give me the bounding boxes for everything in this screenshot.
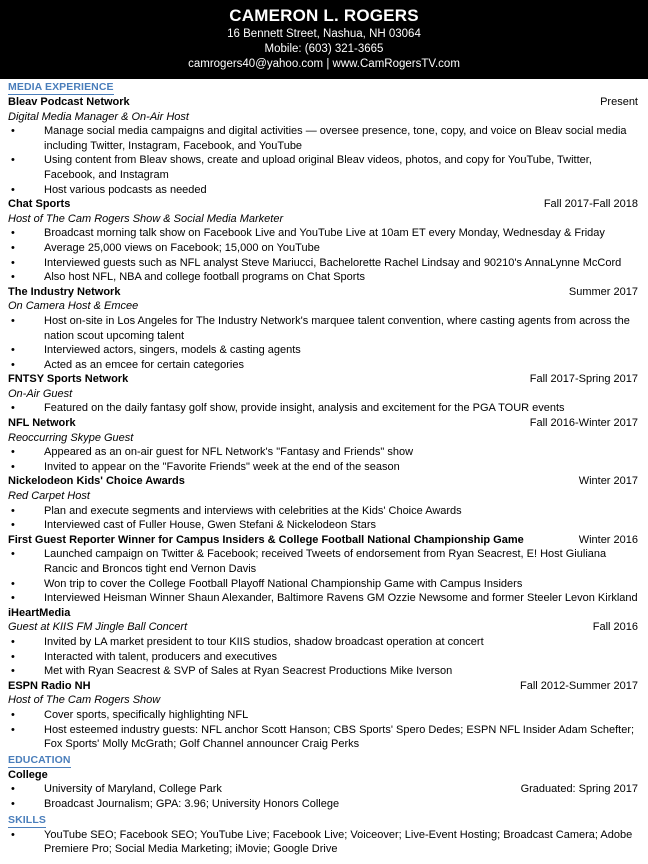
- entry-organization-the-industry-network: The Industry Network: [8, 285, 121, 298]
- section-header-row: [8, 752, 638, 768]
- bullet-dot-icon: •: [11, 256, 15, 269]
- entry-role-title: Red Carpet Host: [8, 490, 90, 503]
- bullet-dot-icon: •: [11, 460, 15, 473]
- entry-heading-row: [8, 416, 638, 431]
- bullet-dot-icon: •: [11, 635, 15, 648]
- section-header-media-experience: MEDIA EXPERIENCE: [8, 81, 114, 93]
- bullet-item: [8, 782, 638, 797]
- entry-date: Winter 2017: [578, 475, 638, 488]
- bullet-item: [8, 314, 638, 343]
- resume-body: [0, 79, 648, 857]
- bullet-text: Invited by LA market president to tour KIIS studios, shadow broadcast operation at concert: [44, 635, 484, 648]
- entry-heading-row: [8, 285, 638, 300]
- bullet-text: Broadcast Journalism; GPA: 3.96; University Honors College: [44, 797, 340, 810]
- entry-organization-fntsy-sports-network: FNTSY Sports Network: [8, 373, 129, 386]
- bullet-text: Appeared as an on-air guest for NFL Network's "Fantasy and Friends" show: [44, 446, 414, 459]
- candidate-name: CAMERON L. ROGERS: [229, 6, 419, 25]
- bullet-item: [8, 635, 638, 650]
- candidate-address: 16 Bennett Street, Nashua, NH 03064: [227, 28, 421, 40]
- bullet-item: [8, 153, 638, 182]
- bullet-item: [8, 591, 638, 606]
- entry-title-row: [8, 620, 638, 635]
- bullet-list: [8, 828, 638, 857]
- bullet-item: [8, 650, 638, 665]
- bullet-item: [8, 241, 638, 256]
- bullet-dot-icon: •: [11, 828, 15, 841]
- entry-organization-nickelodeon-kids-choice-awards: Nickelodeon Kids' Choice Awards: [8, 475, 185, 488]
- bullet-list: [8, 708, 638, 752]
- bullet-item: [8, 445, 638, 460]
- entry-date: Present: [600, 96, 638, 108]
- entry-heading-row: [8, 197, 638, 212]
- bullet-list: [8, 504, 638, 533]
- entry-heading-row: [8, 95, 638, 110]
- bullet-item: [8, 797, 638, 812]
- section-header-row: [8, 79, 638, 95]
- bullet-item: [8, 723, 638, 752]
- bullet-dot-icon: •: [11, 577, 15, 590]
- bullet-text: Launched campaign on Twitter & Facebook; received Tweets of endorsement from Ryan Seacrest, E! Host Giuliana Rancic and Broncos tight end Vernon Davis: [44, 548, 607, 575]
- bullet-dot-icon: •: [11, 592, 15, 605]
- section-header-row: [8, 812, 638, 828]
- entry-role-title: Digital Media Manager & On-Air Host: [8, 110, 189, 123]
- entry-title-row: [8, 110, 638, 125]
- bullet-text: Featured on the daily fantasy golf show, provide insight, analysis and excitement for the PGA TOUR events: [44, 402, 565, 415]
- bullet-item: [8, 708, 638, 723]
- entry-date: Fall 2017-Fall 2018: [543, 198, 638, 211]
- bullet-dot-icon: •: [11, 227, 15, 240]
- bullet-item: [8, 270, 638, 285]
- bullet-dot-icon: •: [11, 314, 15, 327]
- entry-date: Fall 2012-Summer 2017: [519, 679, 638, 692]
- bullet-text: University of Maryland, College Park: [44, 783, 222, 796]
- bullet-text: Interviewed Heisman Winner Shaun Alexander, Baltimore Ravens GM Ozzie Newsome and former Steeler Levon Kirkland: [44, 592, 638, 605]
- entry-heading-row: [8, 533, 638, 548]
- entry-title-row: [8, 299, 638, 314]
- bullet-list: [8, 226, 638, 284]
- candidate-contact: camrogers40@yahoo.com | www.CamRogersTV.com: [188, 58, 460, 70]
- bullet-dot-icon: •: [11, 504, 15, 517]
- bullet-item: [8, 577, 638, 592]
- bullet-item: [8, 183, 638, 198]
- entry-title-row: [8, 489, 638, 504]
- bullet-text: Won trip to cover the College Football Playoff National Championship Game with Campus Insiders: [44, 577, 523, 590]
- entry-organization-college: College: [8, 768, 48, 781]
- bullet-dot-icon: •: [11, 154, 15, 167]
- entry-role-title: On Camera Host & Emcee: [8, 300, 139, 313]
- entry-role-title: Host of The Cam Rogers Show & Social Media Marketer: [8, 212, 284, 225]
- bullet-dot-icon: •: [11, 358, 15, 371]
- bullet-text: Broadcast morning talk show on Facebook Live and YouTube Live at 10am ET every Monday, Wednesday & Friday: [44, 227, 605, 240]
- bullet-item: [8, 518, 638, 533]
- bullet-text: Also host NFL, NBA and college football programs on Chat Sports: [44, 271, 366, 284]
- bullet-text: Host various podcasts as needed: [44, 183, 207, 196]
- entry-date: Fall 2016-Winter 2017: [529, 417, 638, 430]
- bullet-dot-icon: •: [11, 650, 15, 663]
- entry-title-date: Fall 2016: [592, 621, 638, 634]
- entry-title-row: [8, 387, 638, 402]
- bullet-item: [8, 256, 638, 271]
- bullet-item: [8, 547, 638, 576]
- bullet-item: [8, 358, 638, 373]
- entry-title-row: [8, 693, 638, 708]
- bullet-dot-icon: •: [11, 723, 15, 736]
- bullet-item: [8, 226, 638, 241]
- bullet-dot-icon: •: [11, 548, 15, 561]
- bullet-text: Manage social media campaigns and digital activities — oversee presence, tone, copy, and voice on Bleav social media including Twitter, Instagram, Facebook, and YouTube: [44, 125, 627, 152]
- bullet-item: [8, 504, 638, 519]
- bullet-item: [8, 828, 638, 857]
- entry-heading-row: [8, 679, 638, 694]
- entry-heading-row: [8, 372, 638, 387]
- entry-date: Summer 2017: [568, 285, 638, 298]
- entry-role-title: On-Air Guest: [8, 387, 73, 400]
- bullet-text: Host esteemed industry guests: NFL anchor Scott Hanson; CBS Sports' Spero Dedes; ESPN NFL Insider Adam Schefter; Fox Sports' Molly McGrath; Golf Channel announcer Craig Perks: [44, 723, 635, 751]
- bullet-text: Interviewed cast of Fuller House, Gwen Stefani & Nickelodeon Stars: [44, 519, 376, 532]
- entry-role-title: Reoccurring Skype Guest: [8, 431, 134, 444]
- bullet-date: Graduated: Spring 2017: [520, 783, 638, 796]
- bullet-text: Using content from Bleav shows, create and upload original Bleav videos, photos, and copy for YouTube, Twitter, Facebook, and Instagram: [44, 154, 592, 181]
- entry-organization-chat-sports: Chat Sports: [8, 198, 71, 211]
- bullet-text: Acted as an emcee for certain categories: [44, 358, 244, 371]
- bullet-dot-icon: •: [11, 241, 15, 254]
- entry-role-title: Guest at KIIS FM Jingle Ball Concert: [8, 621, 188, 634]
- bullet-dot-icon: •: [11, 797, 15, 810]
- entry-date: Winter 2016: [578, 533, 638, 546]
- bullet-text: Average 25,000 views on Facebook; 15,000 on YouTube: [44, 241, 320, 254]
- bullet-item: [8, 401, 638, 416]
- entry-organization-first-guest-reporter-winner-for-campus-insid: First Guest Reporter Winner for Campus Insiders & College Football National Championship Game: [8, 533, 524, 546]
- section-header-education: EDUCATION: [8, 753, 71, 766]
- bullet-dot-icon: •: [11, 402, 15, 415]
- bullet-item: [8, 460, 638, 475]
- bullet-text: Interviewed guests such as NFL analyst Steve Mariucci, Bachelorette Rachel Lindsay and 90210's AnnaLynne McCord: [44, 256, 622, 269]
- bullet-item: [8, 343, 638, 358]
- bullet-text: Cover sports, specifically highlighting NFL: [44, 708, 249, 721]
- bullet-row-with-date: [44, 782, 638, 797]
- entry-organization-nfl-network: NFL Network: [8, 417, 76, 430]
- bullet-text: Host on-site in Los Angeles for The Industry Network's marquee talent convention, where casting agents from across the nation scout upcoming talent: [44, 314, 630, 342]
- bullet-list: [8, 314, 638, 372]
- entry-date: Fall 2017-Spring 2017: [529, 373, 638, 386]
- bullet-list: [8, 782, 638, 811]
- bullet-item: [8, 664, 638, 679]
- bullet-dot-icon: •: [11, 446, 15, 459]
- entry-heading-row: [8, 606, 638, 621]
- bullet-dot-icon: •: [11, 344, 15, 357]
- bullet-dot-icon: •: [11, 708, 15, 721]
- bullet-list: [8, 445, 638, 474]
- bullet-dot-icon: •: [11, 783, 15, 796]
- entry-role-title: Host of The Cam Rogers Show: [8, 694, 161, 707]
- entry-organization-iheartmedia: iHeartMedia: [8, 606, 71, 619]
- entry-heading-row: [8, 768, 638, 783]
- bullet-text: Met with Ryan Seacrest & SVP of Sales at Ryan Seacrest Productions Mike Iverson: [44, 665, 453, 678]
- bullet-text: Interviewed actors, singers, models & casting agents: [44, 344, 301, 357]
- bullet-text: Plan and execute segments and interviews with celebrities at the Kids' Choice Awards: [44, 504, 462, 517]
- entry-heading-row: [8, 474, 638, 489]
- bullet-dot-icon: •: [11, 125, 15, 138]
- bullet-dot-icon: •: [11, 271, 15, 284]
- bullet-list: [8, 124, 638, 197]
- section-header-skills: SKILLS: [8, 813, 46, 826]
- bullet-item: [8, 124, 638, 153]
- bullet-dot-icon: •: [11, 519, 15, 532]
- resume-header-band: [0, 0, 648, 79]
- bullet-dot-icon: •: [11, 665, 15, 678]
- entry-title-row: [8, 431, 638, 446]
- bullet-text: Invited to appear on the "Favorite Friends" week at the end of the season: [44, 460, 400, 473]
- bullet-dot-icon: •: [11, 183, 15, 196]
- entry-title-row: [8, 212, 638, 227]
- entry-organization-bleav-podcast-network: Bleav Podcast Network: [8, 96, 130, 108]
- bullet-list: [8, 547, 638, 605]
- entry-organization-espn-radio-nh: ESPN Radio NH: [8, 679, 91, 692]
- bullet-list: [8, 401, 638, 416]
- candidate-mobile: Mobile: (603) 321-3665: [264, 43, 384, 55]
- bullet-list: [8, 635, 638, 679]
- bullet-text: Interacted with talent, producers and executives: [44, 650, 277, 663]
- bullet-text: YouTube SEO; Facebook SEO; YouTube Live; Facebook Live; Voiceover; Live-Event Hosting; Broadcast Camera; Adobe Premiere Pro; Social Media Marketing; iMovie; Google Drive: [44, 828, 633, 856]
